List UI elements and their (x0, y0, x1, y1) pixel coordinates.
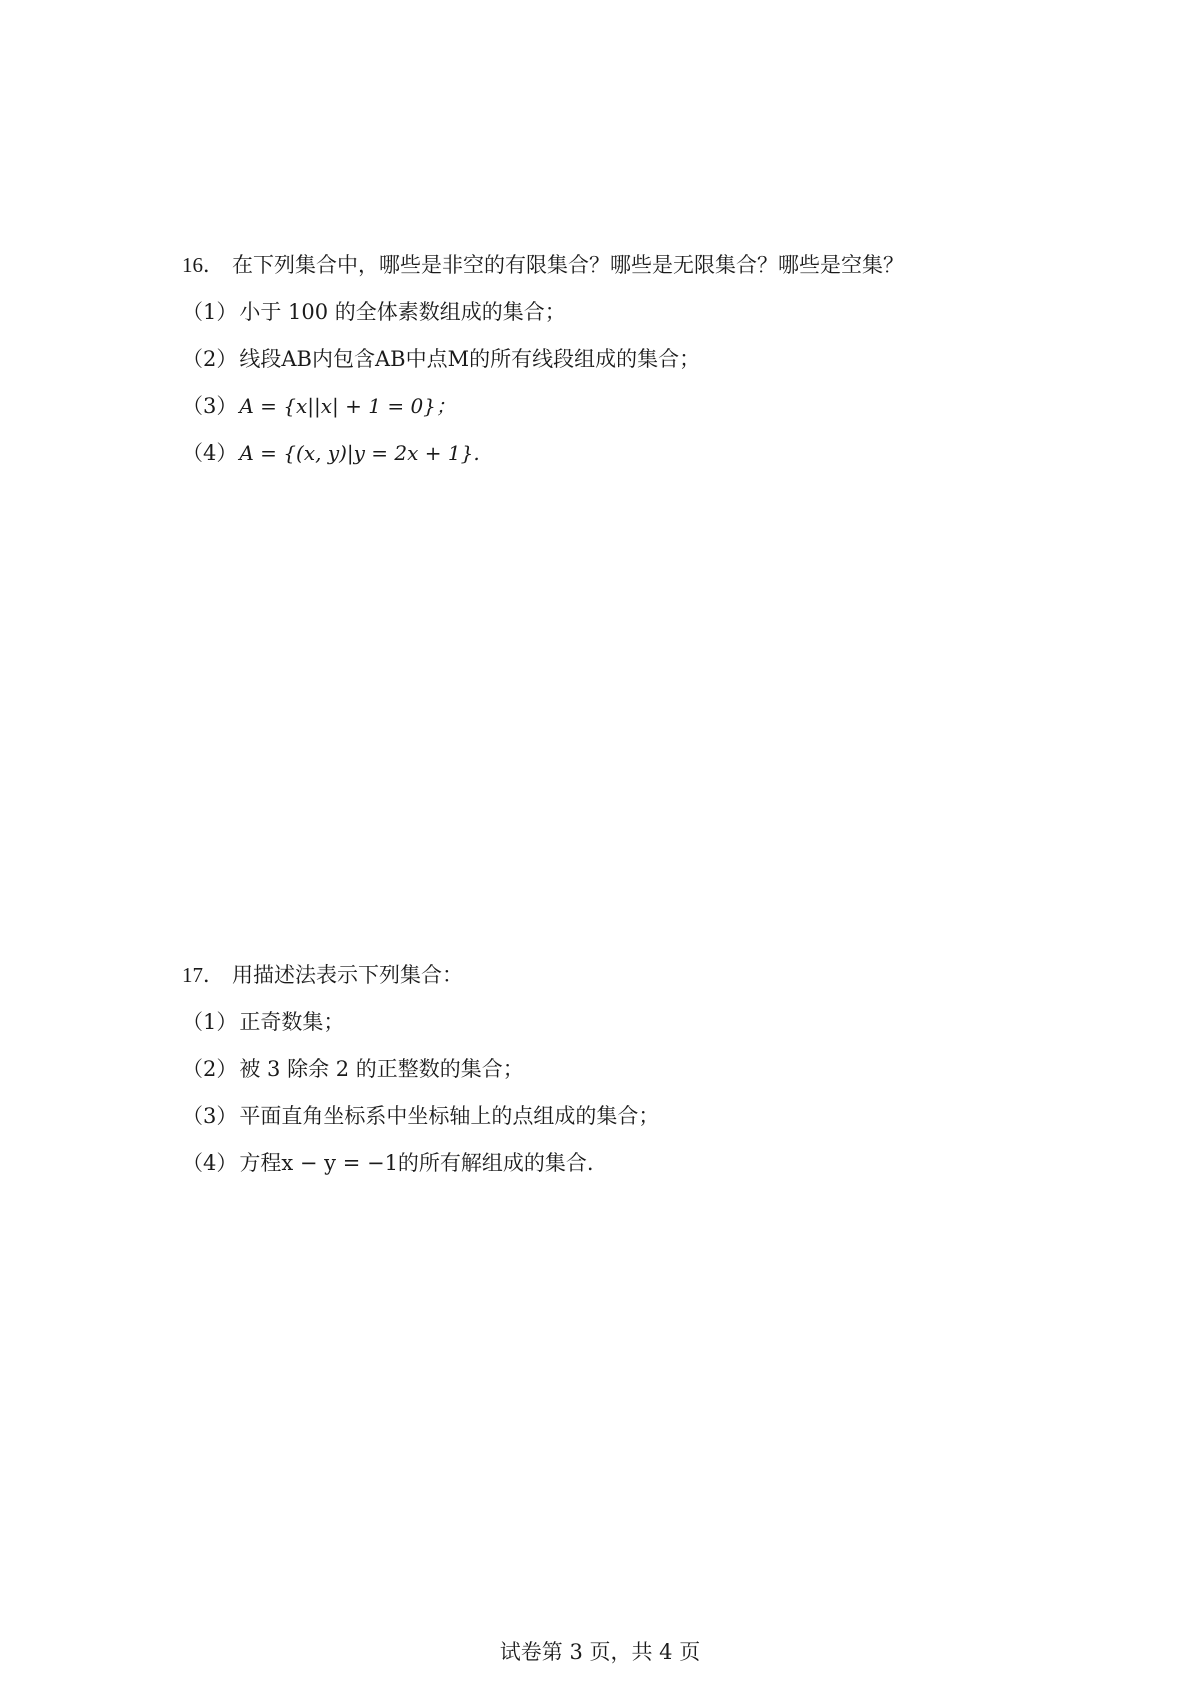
question-prompt: 用描述法表示下列集合： (232, 963, 463, 987)
sub-question-3 (182, 1101, 1082, 1131)
sub-question-1 (182, 1007, 1082, 1037)
sub-question-tag: （1） (182, 300, 238, 324)
sub-question-tag: （4） (182, 441, 238, 465)
sub-question-1 (182, 297, 1082, 327)
sub-question-3 (182, 391, 1082, 421)
sub-question-text: 正奇数集； (239, 1010, 345, 1034)
question-title (182, 960, 1082, 990)
sub-question-text: 平面直角坐标系中坐标轴上的点组成的集合； (239, 1104, 660, 1128)
question-number: 17． (182, 963, 224, 987)
sub-question-tag: （1） (182, 1010, 238, 1034)
sub-question-4 (182, 1148, 1082, 1178)
sub-question-tag: （3） (182, 394, 238, 418)
page-footer: 试卷第 3 页，共 4 页 (499, 1640, 701, 1664)
sub-question-text: 方程x − y = −1的所有解组成的集合. (239, 1151, 594, 1175)
sub-question-text: 被 3 除余 2 的正整数的集合； (239, 1057, 524, 1081)
sub-question-tag: （3） (182, 1104, 238, 1128)
question-title (182, 250, 1082, 280)
sub-question-tag: （4） (182, 1151, 238, 1175)
sub-question-tag: （2） (182, 347, 238, 371)
sub-question-4 (182, 438, 1082, 468)
sub-question-formula: A = {x||x| + 1 = 0}； (239, 394, 456, 418)
sub-question-formula: A = {(x, y)|y = 2x + 1}. (239, 441, 480, 465)
question-17 (182, 960, 1082, 1178)
sub-question-text: 线段AB内包含AB中点M的所有线段组成的集合； (239, 347, 701, 371)
sub-question-2 (182, 1054, 1082, 1084)
sub-question-2 (182, 344, 1082, 374)
question-16 (182, 250, 1082, 468)
question-number: 16． (182, 253, 224, 277)
sub-question-tag: （2） (182, 1057, 238, 1081)
sub-question-text: 小于 100 的全体素数组成的集合； (239, 300, 566, 324)
question-prompt: 在下列集合中，哪些是非空的有限集合？哪些是无限集合？哪些是空集？ (232, 253, 904, 277)
